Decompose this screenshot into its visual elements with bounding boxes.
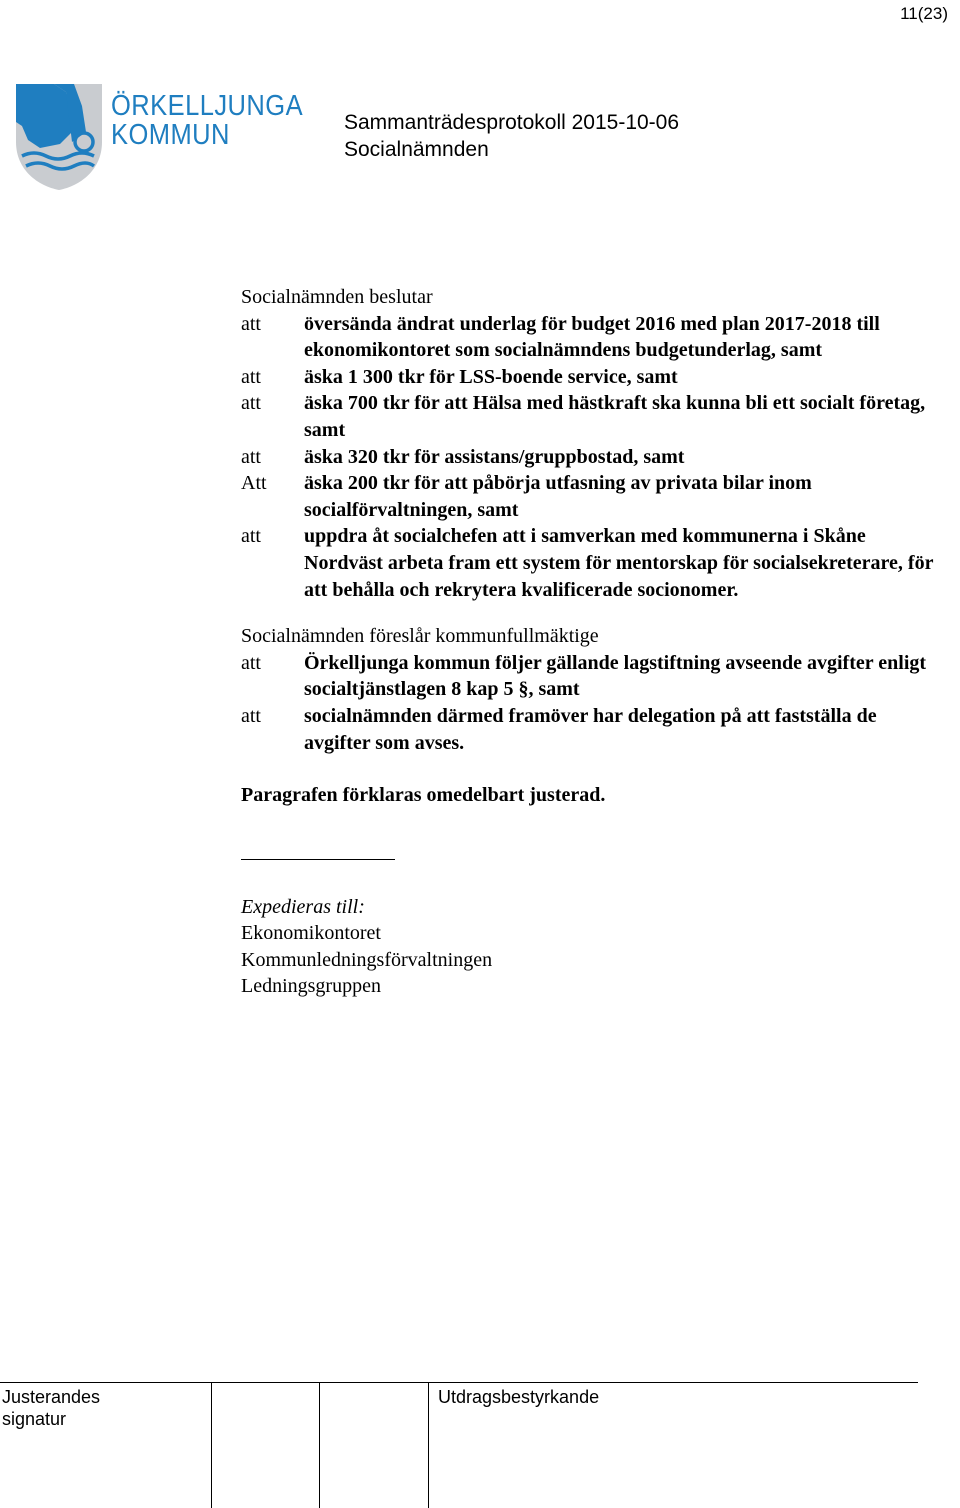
clause-text: socialnämnden därmed framöver har delegation på att fastställa de avgifter som avses.	[304, 704, 877, 754]
footer-column-divider	[319, 1382, 320, 1508]
distribution-recipient: Ekonomikontoret	[241, 922, 381, 945]
logo-line-2: KOMMUN	[111, 119, 230, 151]
proposal-clause	[241, 703, 941, 756]
decision-clause	[241, 390, 941, 443]
utdragsbestyrkande-label: Utdragsbestyrkande	[438, 1387, 600, 1407]
clause-text: äska 200 tkr för att påbörja utfasning av privata bilar inom socialförvaltningen, samt	[304, 472, 812, 521]
document-body	[241, 284, 941, 1000]
footer-column-divider	[428, 1382, 429, 1508]
proposal-heading: Socialnämnden föreslår kommunfullmäktige	[241, 625, 599, 648]
logo-wordmark	[111, 92, 303, 150]
clause-label: att	[241, 392, 261, 415]
page-number: 11(23)	[900, 4, 948, 23]
clause-text: uppdra åt socialchefen att i samverkan med kommunerna i Skåne Nordväst arbeta fram ett system för mentorskap för socialsekreterare, för att behålla och rekrytera kvalificerade socionomer.	[304, 525, 934, 601]
clause-label: att	[241, 651, 261, 674]
clause-label: att	[241, 312, 261, 335]
clause-label: att	[241, 525, 261, 548]
distribution-recipient: Ledningsgruppen	[241, 975, 381, 998]
municipal-coat-of-arms-logo	[14, 82, 104, 192]
decision-clause	[241, 523, 941, 603]
clause-text: äska 1 300 tkr för LSS-boende service, samt	[304, 365, 678, 388]
justerandes-signatur-label: Justerandes signatur	[2, 1387, 101, 1429]
clause-label: att	[241, 445, 261, 468]
footer-column-divider	[211, 1382, 212, 1508]
clause-label: att	[241, 704, 261, 727]
decision-clause	[241, 364, 941, 391]
decision-heading: Socialnämnden beslutar	[241, 286, 433, 308]
decision-clause	[241, 311, 941, 364]
clause-text: äska 320 tkr för assistans/gruppbostad, samt	[304, 445, 685, 468]
clause-label: Att	[241, 472, 267, 495]
proposal-clause	[241, 650, 941, 703]
decision-clause	[241, 470, 941, 523]
organization-name: Socialnämnden	[344, 138, 489, 161]
distribution-heading: Expedieras till:	[241, 895, 365, 918]
document-title: Sammanträdesprotokoll 2015-10-06	[344, 111, 680, 134]
decision-clause	[241, 444, 941, 471]
clause-text: Örkelljunga kommun följer gällande lagstiftning avseende avgifter enligt socialtjänstlagen 8 kap 5 §, samt	[304, 651, 927, 701]
footer-top-rule	[0, 1382, 918, 1383]
distribution-recipient: Kommunledningsförvaltningen	[241, 948, 493, 971]
signature-footer	[0, 1382, 960, 1508]
clause-text: äska 700 tkr för att Hälsa med hästkraft ska kunna bli ett socialt företag, samt	[304, 392, 926, 441]
logo-line-1: ÖRKELLJUNGA	[111, 90, 304, 122]
clause-label: att	[241, 365, 261, 388]
conclusion-statement: Paragrafen förklaras omedelbart justerad.	[241, 784, 606, 807]
clause-text: översända ändrat underlag för budget 2016 med plan 2017-2018 till ekonomikontoret som socialnämndens budgetunderlag, samt	[304, 312, 880, 362]
